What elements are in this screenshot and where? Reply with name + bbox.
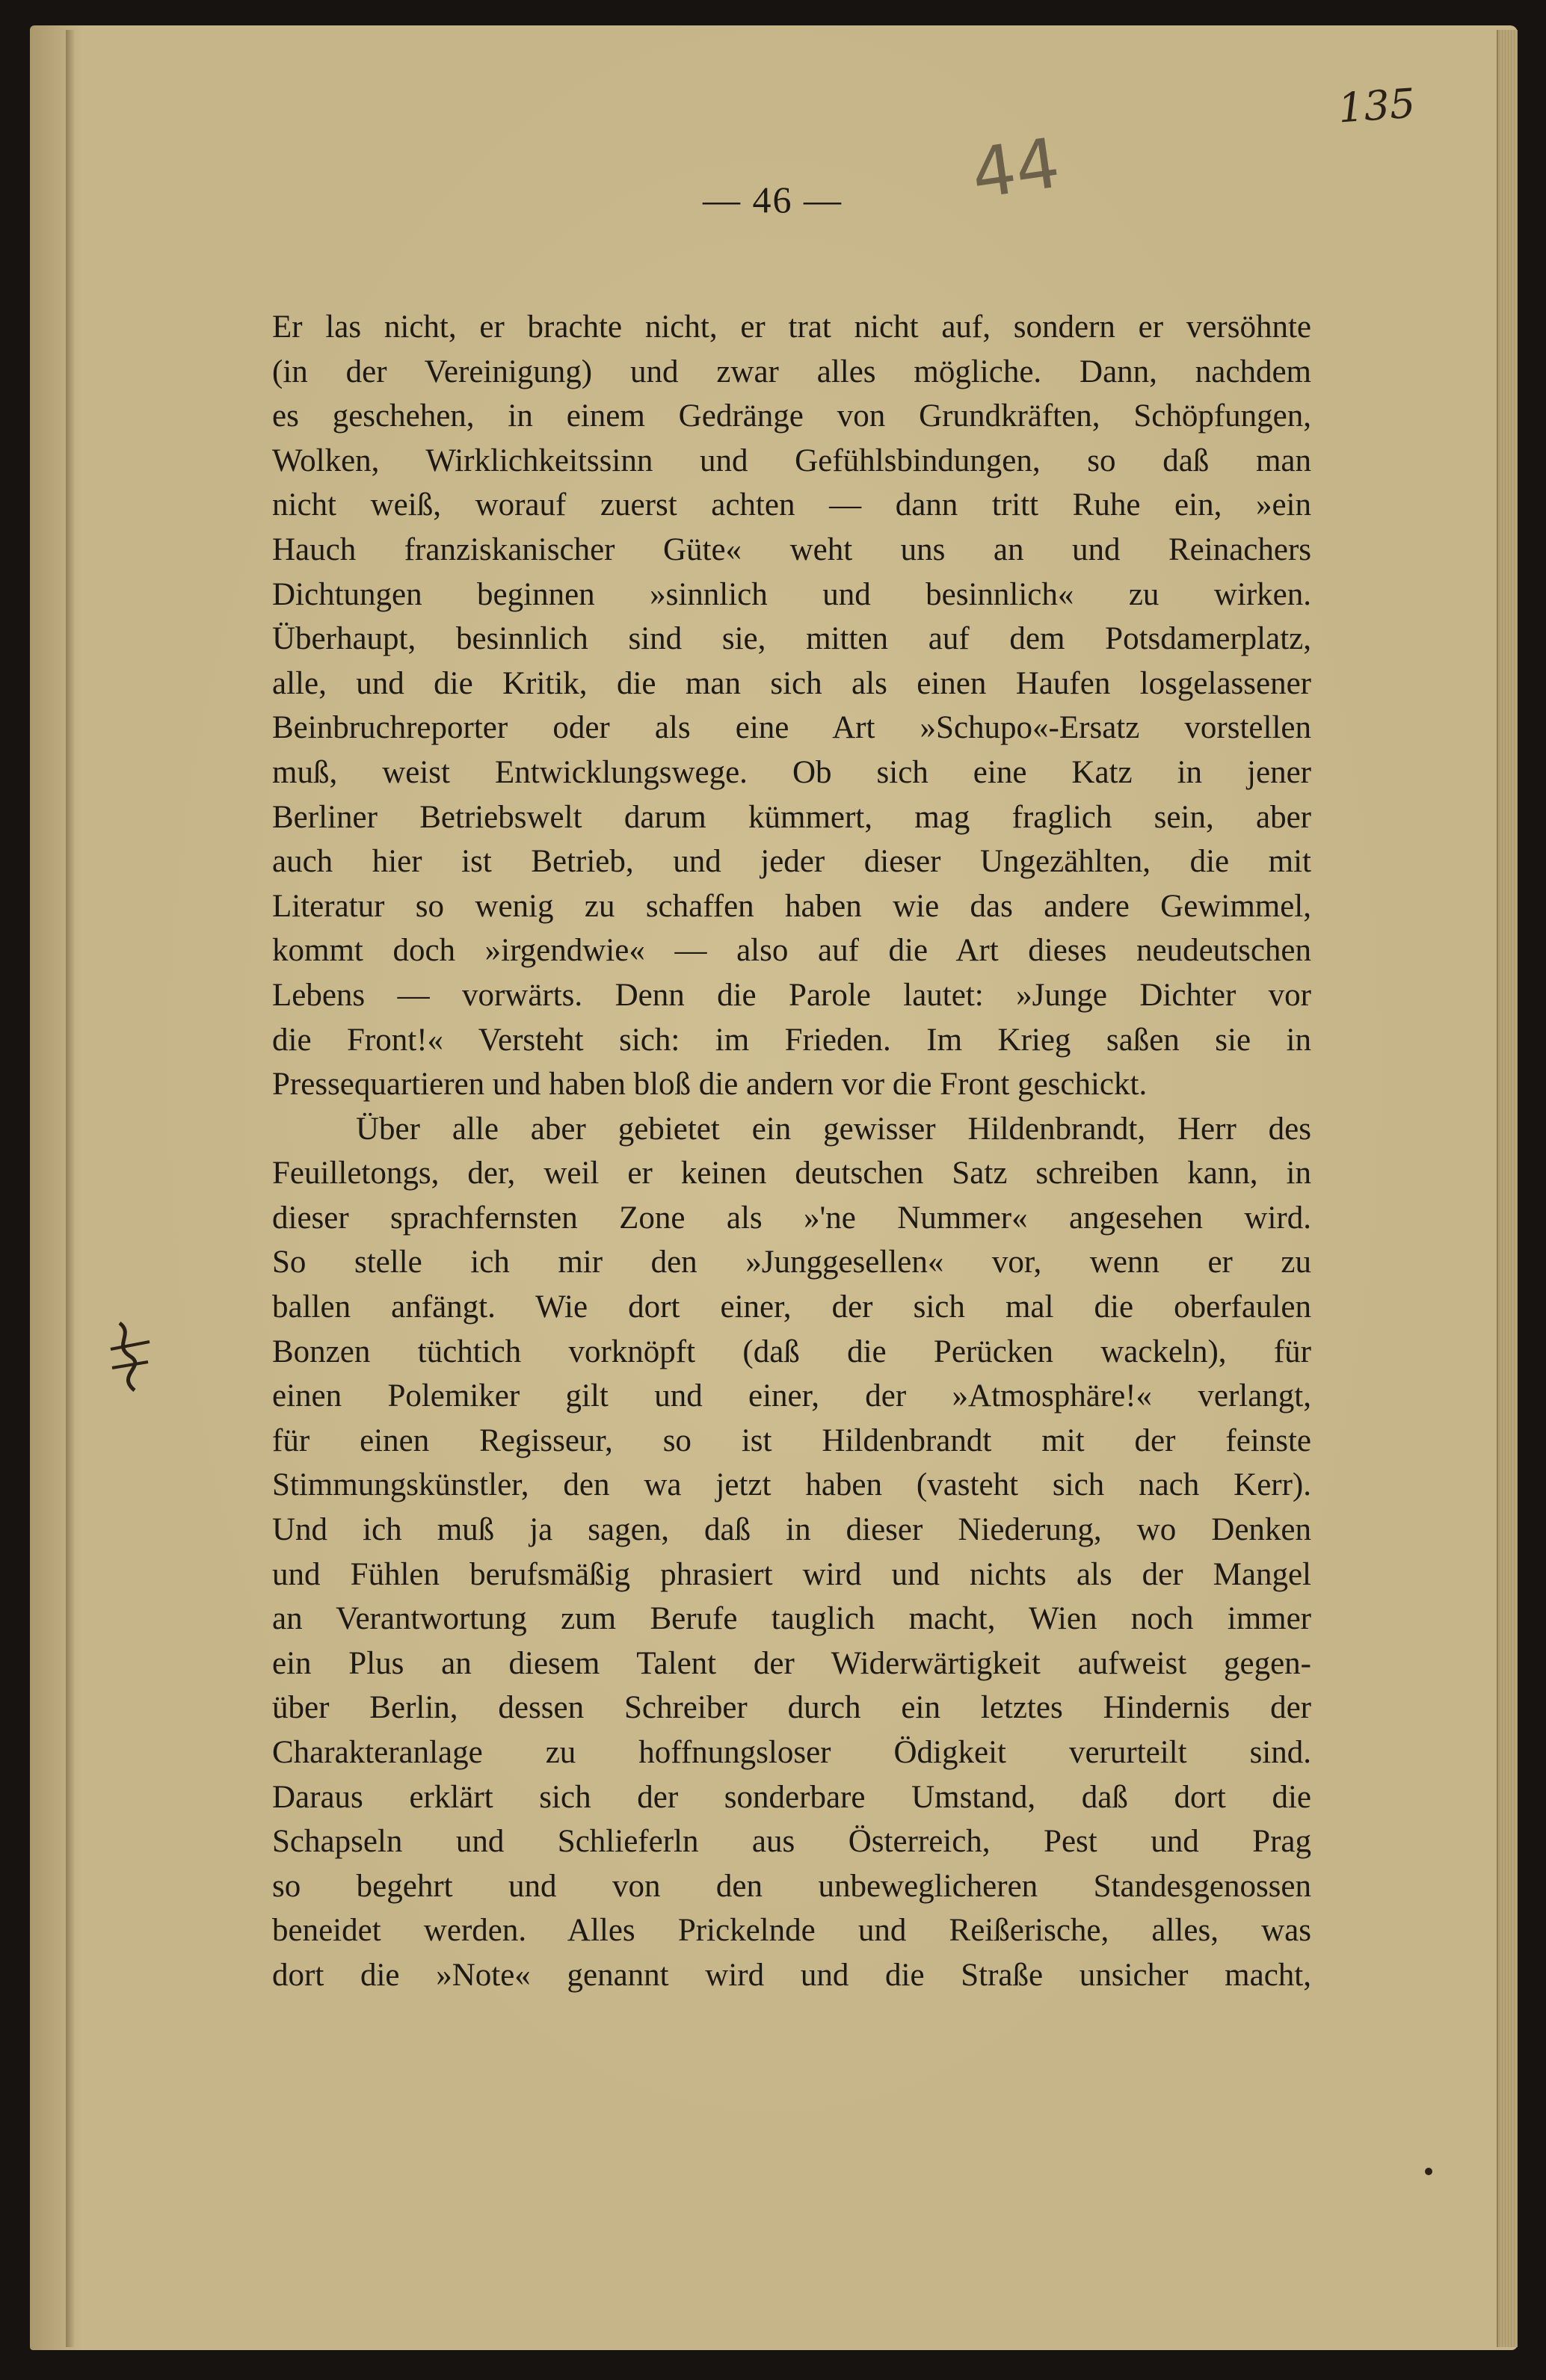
page-edges <box>1497 30 1518 2347</box>
text-line: Dichtungen beginnen »sinnlich und besinnlich« zu wirken. <box>272 576 1311 612</box>
text-line: Charakteranlage zu hoffnungsloser Ödigkeit verurteilt sind. <box>272 1735 1311 1770</box>
text-line: Und ich muß ja sagen, daß in dieser Niederung, wo Denken <box>272 1512 1311 1548</box>
text-line: muß, weist Entwicklungswege. Ob sich eine Katz in jener <box>272 754 1311 790</box>
text-line: so begehrt und von den unbeweglicheren Standesgenossen <box>272 1868 1311 1904</box>
text-line: und Fühlen berufsmäßig phrasiert wird und nichts als der Mangel <box>272 1556 1311 1592</box>
text-line: dieser sprachfernsten Zone als »'ne Nummer« angesehen wird. <box>272 1200 1311 1236</box>
text-line: dort die »Note« genannt wird und die Straße unsicher macht, <box>272 1957 1311 1993</box>
text-line: Lebens — vorwärts. Denn die Parole lautet: »Junge Dichter vor <box>272 977 1311 1013</box>
text-line: über Berlin, dessen Schreiber durch ein letztes Hindernis der <box>272 1690 1311 1726</box>
pencil-annotation: 44 <box>967 123 1065 215</box>
text-line: Pressequartieren und haben bloß die andern vor die Front geschickt. <box>272 1067 1148 1103</box>
text-line: Stimmungskünstler, den wa jetzt haben (vasteht sich nach Kerr). <box>272 1467 1311 1503</box>
margin-scribble-icon <box>105 1316 157 1398</box>
text-line: Daraus erklärt sich der sonderbare Umstand, daß dort die <box>272 1779 1311 1815</box>
page-number: — 46 — <box>703 179 843 221</box>
text-line: Über alle aber gebietet ein gewisser Hildenbrandt, Herr des <box>356 1111 1311 1147</box>
folio-number: 135 <box>1336 79 1417 132</box>
text-line: So stelle ich mir den »Junggesellen« vor, wenn er zu <box>272 1245 1311 1280</box>
text-line: einen Polemiker gilt und einer, der »Atmosphäre!« verlangt, <box>272 1378 1311 1414</box>
text-line: nicht weiß, worauf zuerst achten — dann tritt Ruhe ein, »ein <box>272 487 1311 523</box>
body-text <box>272 305 1311 1998</box>
text-line: Hauch franziskanischer Güte« weht uns an und Reinachers <box>272 531 1311 567</box>
text-line: Bonzen tüchtich vorknöpft (daß die Perücken wackeln), für <box>272 1334 1311 1369</box>
text-line: Er las nicht, er brachte nicht, er trat nicht auf, sondern er versöhnte <box>272 309 1311 345</box>
text-line: Berliner Betriebswelt darum kümmert, mag fraglich sein, aber <box>272 799 1311 835</box>
text-line: (in der Vereinigung) und zwar alles mögliche. Dann, nachdem <box>272 354 1311 389</box>
text-line: an Verantwortung zum Berufe tauglich macht, Wien noch immer <box>272 1601 1311 1637</box>
text-line: es geschehen, in einem Gedränge von Grundkräften, Schöpfungen, <box>272 398 1311 434</box>
text-line: Beinbruchreporter oder als eine Art »Schupo«-Ersatz vorstellen <box>272 710 1311 746</box>
text-line: Feuilletongs, der, weil er keinen deutschen Satz schreiben kann, in <box>272 1156 1311 1191</box>
text-line: Schapseln und Schlieferln aus Österreich, Pest und Prag <box>272 1824 1311 1860</box>
text-line: Überhaupt, besinnlich sind sie, mitten auf dem Potsdamerplatz, <box>272 621 1311 657</box>
ink-spot <box>1425 2168 1432 2175</box>
text-line: ballen anfängt. Wie dort einer, der sich mal die oberfaulen <box>272 1289 1311 1325</box>
text-line: auch hier ist Betrieb, und jeder dieser Ungezählten, die mit <box>272 844 1311 880</box>
text-line: kommt doch »irgendwie« — also auf die Art dieses neudeutschen <box>272 933 1311 969</box>
text-line: Literatur so wenig zu schaffen haben wie das andere Gewimmel, <box>272 888 1311 924</box>
text-line: beneidet werden. Alles Prickelnde und Reißerische, alles, was <box>272 1913 1311 1949</box>
binding-shadow <box>66 30 75 2347</box>
text-line: alle, und die Kritik, die man sich als einen Haufen losgelassener <box>272 665 1311 701</box>
text-line: Wolken, Wirklichkeitssinn und Gefühlsbindungen, so daß man <box>272 443 1311 478</box>
text-line: für einen Regisseur, so ist Hildenbrandt mit der feinste <box>272 1422 1311 1458</box>
text-line: ein Plus an diesem Talent der Widerwärtigkeit aufweist gegen- <box>272 1645 1311 1681</box>
text-line: die Front!« Versteht sich: im Frieden. Im Krieg saßen sie in <box>272 1022 1311 1058</box>
